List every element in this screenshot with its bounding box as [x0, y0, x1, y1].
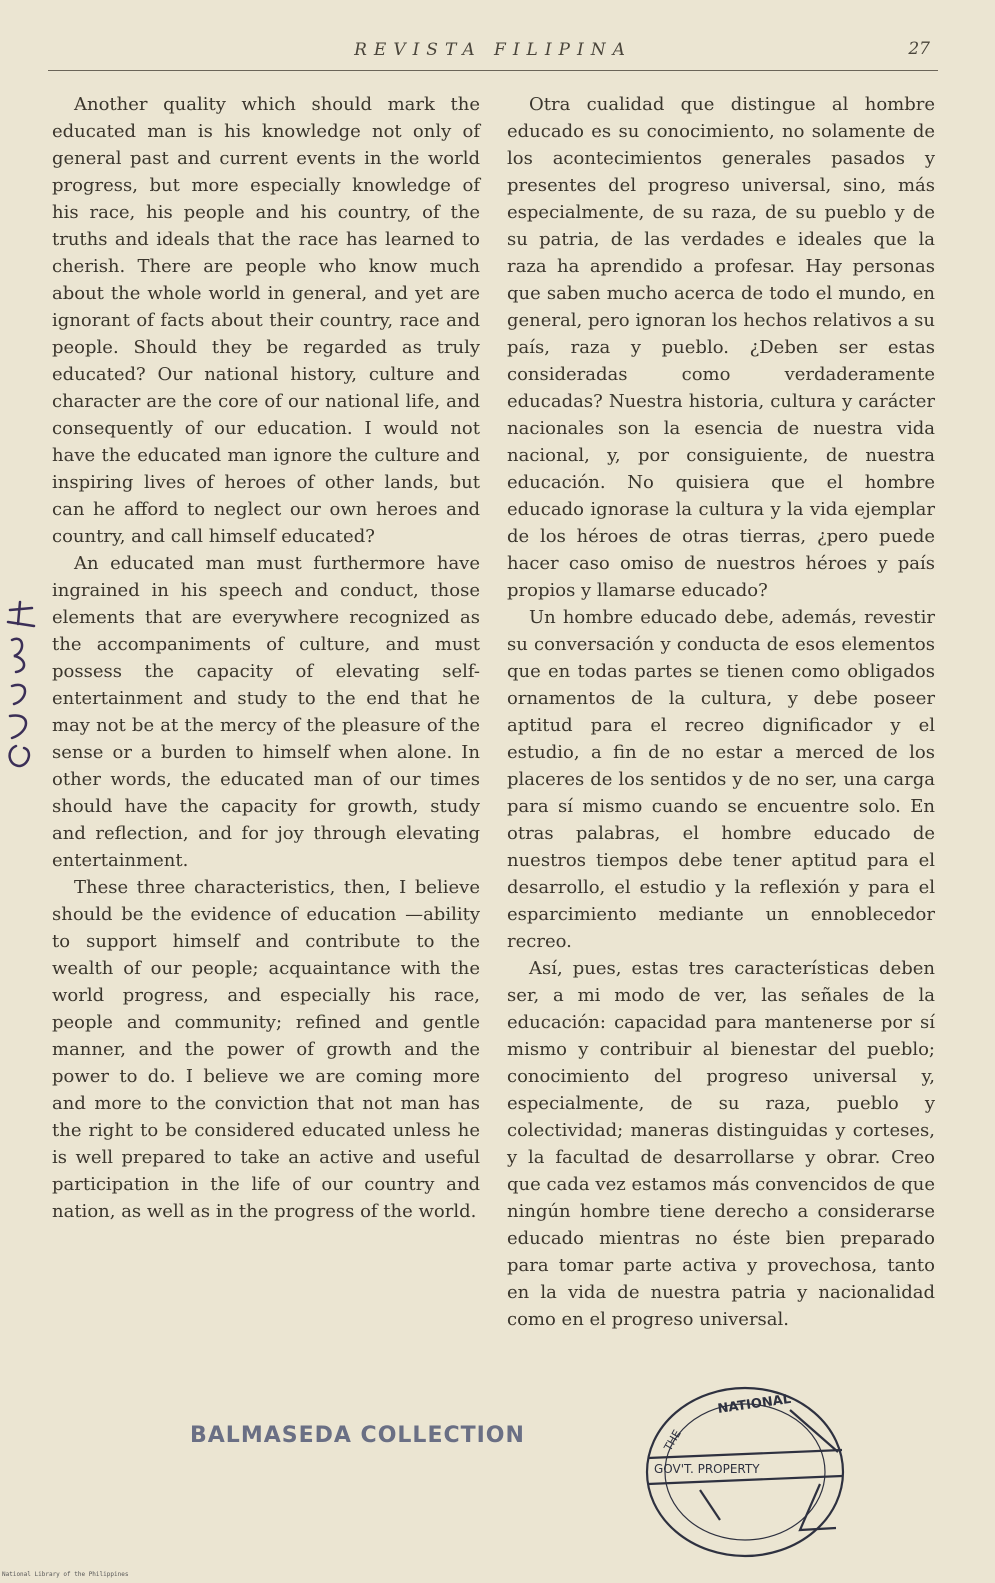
balmaseda-collection-stamp: BALMASEDA COLLECTION — [190, 1423, 525, 1448]
spanish-paragraph-1: Otra cualidad que distingue al hombre educado es su conocimiento, no solamente de los acontecimientos generales pasados y presentes del progreso universal, sino, más especialmente, de su raza, de su pueblo y de su patria, de las verdades e ideales que la raza ha aprendido a profesar. Hay personas que saben mucho acerca de todo el mundo, en general, pero ignoran los hechos relativos a su país, raza y pueblo. ¿Deben ser estas consideradas como verdaderamente educadas? Nuestra historia, cultura y carácter nacionales son la esencia de nuestra vida nacional, y, por consiguiente, de nuestra educación. No quisiera que el hombre educado ignorase la cultura y la vida ejemplar de los héroes de otras tierras, ¿pero puede hacer caso omiso de nuestros héroes y país propios y llamarse educado? — [507, 94, 935, 601]
footer-credit: National Library of the Philippines — [2, 1571, 129, 1578]
running-title: REVISTA FILIPINA — [354, 40, 632, 60]
spanish-column — [507, 91, 935, 1333]
seal-top-text: NATIONAL — [716, 1391, 792, 1418]
page-number: 27 — [908, 39, 930, 59]
english-column — [52, 91, 480, 1225]
seal-side-text: THE — [661, 1427, 684, 1454]
handwritten-call-number-mark — [2, 600, 42, 770]
english-paragraph-3: These three characteristics, then, I believe should be the evidence of education —ability to support himself and contribute to the wealth of our people; acquaintance with the world progress, and especially his race, people and community; refined and gentle manner, and the power of growth and the power to do. I believe we are coming more and more to the conviction that not man has the right to be considered educated unless he is well prepared to take an active and useful participation in the life of our country and nation, as well as in the progress of the world. — [52, 877, 480, 1222]
page-header — [48, 36, 938, 71]
spanish-paragraph-2: Un hombre educado debe, además, revestir su conversación y conducta de esos elementos que en todas partes se tienen como obligados ornamentos de la cultura, y debe poseer aptitud para el recreo dignificador y el estudio, a fin de no estar a merced de los placeres de los sentidos y de no ser, una carga para sí mismo cuando se encuentre solo. En otras palabras, el hombre educado de nuestros tiempos debe tener aptitud para el desarrollo, el estudio y la reflexión y para el esparcimiento mediante un ennoblecedor recreo. — [507, 607, 935, 952]
english-paragraph-1: Another quality which should mark the educated man is his knowledge not only of general past and current events in the world progress, but more especially knowledge of his race, his people and his country, of the truths and ideals that the race has learned to cherish. There are people who know much about the whole world in general, and yet are ignorant of facts about their country, race and people. Should they be regarded as truly educated? Our national history, culture and character are the core of our national life, and consequently of our education. I would not have the educated man ignore the culture and inspiring lives of heroes of other lands, but can he afford to neglect our own heroes and country, and call himself educated? — [52, 94, 480, 547]
national-library-seal — [640, 1380, 850, 1560]
spanish-paragraph-3: Así, pues, estas tres características deben ser, a mi modo de ver, las señales de la educación: capacidad para mantenerse por sí mismo y contribuir al bienestar del pueblo; conocimiento del progreso universal y, especialmente, de su raza, pueblo y colectividad; maneras distinguidas y corteses, y la facultad de desarrollarse y obrar. Creo que cada vez estamos más convencidos de que ningún hombre tiene derecho a considerarse educado mientras no éste bien preparado para tomar parte activa y provechosa, tanto en la vida de nuestra patria y nacionalidad como en el progreso universal. — [507, 958, 935, 1330]
seal-middle-text: GOV'T. PROPERTY — [654, 1462, 760, 1476]
english-paragraph-2: An educated man must furthermore have ingrained in his speech and conduct, those elements that are everywhere recognized as the accompaniments of culture, and must possess the capacity of elevating self-entertainment and study to the end that he may not be at the mercy of the pleasure of the sense or a burden to himself when alone. In other words, the educated man of our times should have the capacity for growth, study and reflection, and for joy through elevating entertainment. — [52, 553, 480, 871]
